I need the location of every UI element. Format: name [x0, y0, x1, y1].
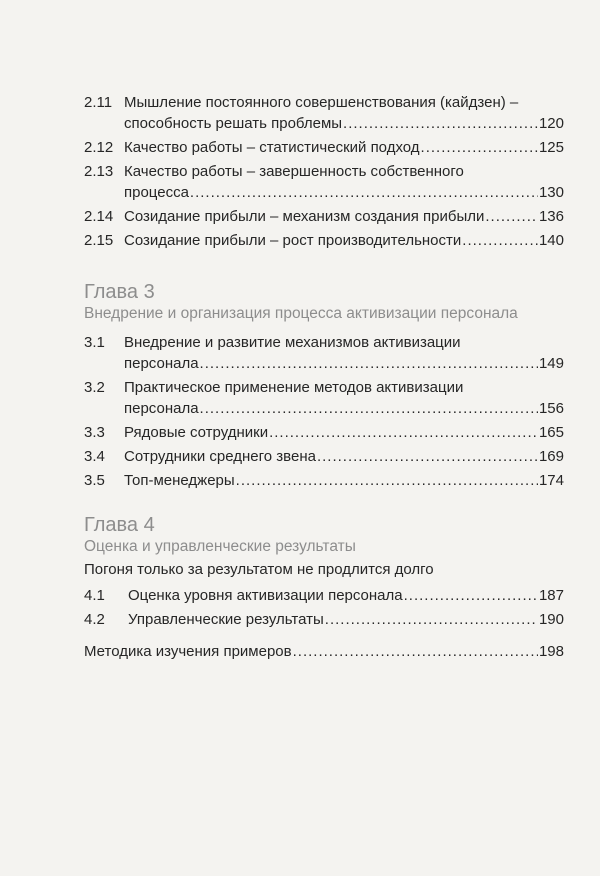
entry-page: 149 [538, 355, 564, 372]
entry-title: Созидание прибыли – механизм создания прибыли [124, 208, 485, 225]
entry-page: 156 [538, 400, 564, 417]
entry-number: 4.1 [84, 587, 105, 604]
chapter-label: Глава 4 [84, 514, 155, 536]
entry-number: 3.1 [84, 334, 105, 351]
entry-title-line2: способность решать проблемы [124, 115, 343, 132]
entry-title-line2: персонала [124, 400, 199, 417]
entry-title: Управленческие результаты [128, 611, 324, 628]
entry-number: 2.13 [84, 163, 114, 180]
entry-page: 120 [538, 115, 564, 132]
toc-entry-2-14 [84, 206, 564, 227]
entry-number: 2.15 [84, 232, 114, 249]
toc-entry-2-13 [84, 161, 564, 203]
toc-entry-3-1 [84, 332, 564, 374]
entry-page: 187 [538, 587, 564, 604]
entry-page: 136 [538, 208, 564, 225]
toc-entry-3-4 [84, 446, 564, 467]
toc-entry-2-11 [84, 92, 564, 134]
dot-leader [269, 422, 538, 443]
dot-leader [325, 609, 538, 630]
chapter-title: Оценка и управленческие результаты [84, 538, 356, 555]
toc-chapter-4 [84, 513, 564, 630]
toc-entry-4-1 [84, 585, 564, 606]
dot-leader [200, 398, 538, 419]
entry-number: 3.5 [84, 472, 105, 489]
entry-page: 130 [538, 184, 564, 201]
dot-leader [462, 230, 538, 251]
dot-leader [343, 113, 538, 134]
dot-leader [317, 446, 538, 467]
toc-entry-3-5 [84, 470, 564, 491]
toc-entry-3-3 [84, 422, 564, 443]
entry-title-line2: процесса [124, 184, 189, 201]
dot-leader [200, 353, 538, 374]
chapter-epigraph: Погоня только за результатом не продлится долго [84, 561, 434, 578]
toc-methodology [84, 641, 564, 662]
entry-title-line1: Внедрение и развитие механизмов активизации [124, 334, 461, 351]
toc-entry-methodology [84, 641, 564, 662]
entry-page: 125 [538, 139, 564, 156]
entry-title-line1: Мышление постоянного совершенствования (кайдзен) – [124, 94, 519, 111]
dot-leader [485, 206, 538, 227]
entry-number: 3.4 [84, 448, 105, 465]
toc-section-2 [84, 92, 564, 251]
chapter-title: Внедрение и организация процесса активизации персонала [84, 305, 518, 322]
entry-page: 169 [538, 448, 564, 465]
entry-number: 2.12 [84, 139, 114, 156]
entry-number: 2.14 [84, 208, 114, 225]
dot-leader [190, 182, 538, 203]
entry-title-line2: персонала [124, 355, 199, 372]
toc-entry-2-15 [84, 230, 564, 251]
toc-entry-2-12 [84, 137, 564, 158]
entry-number: 3.2 [84, 379, 105, 396]
entry-title: Методика изучения примеров [84, 643, 292, 660]
toc-entry-3-2 [84, 377, 564, 419]
entry-page: 190 [538, 611, 564, 628]
entry-title: Сотрудники среднего звена [124, 448, 316, 465]
dot-leader [421, 137, 538, 158]
dot-leader [236, 470, 538, 491]
entry-number: 4.2 [84, 611, 105, 628]
entry-title: Качество работы – статистический подход [124, 139, 420, 156]
entry-title: Рядовые сотрудники [124, 424, 269, 441]
entry-number: 2.11 [84, 94, 113, 111]
entry-page: 165 [538, 424, 564, 441]
chapter-label: Глава 3 [84, 281, 155, 303]
entry-title-line1: Качество работы – завершенность собственного [124, 163, 464, 180]
entry-title: Созидание прибыли – рост производительности [124, 232, 462, 249]
entry-page: 140 [538, 232, 564, 249]
entry-title: Оценка уровня активизации персонала [128, 587, 403, 604]
entry-title: Топ-менеджеры [124, 472, 235, 489]
entry-page: 174 [538, 472, 564, 489]
entry-page: 198 [538, 643, 564, 660]
toc-entry-4-2 [84, 609, 564, 630]
dot-leader [293, 641, 538, 662]
entry-title-line1: Практическое применение методов активизации [124, 379, 464, 396]
entry-number: 3.3 [84, 424, 105, 441]
dot-leader [404, 585, 538, 606]
toc-chapter-3 [84, 280, 564, 491]
